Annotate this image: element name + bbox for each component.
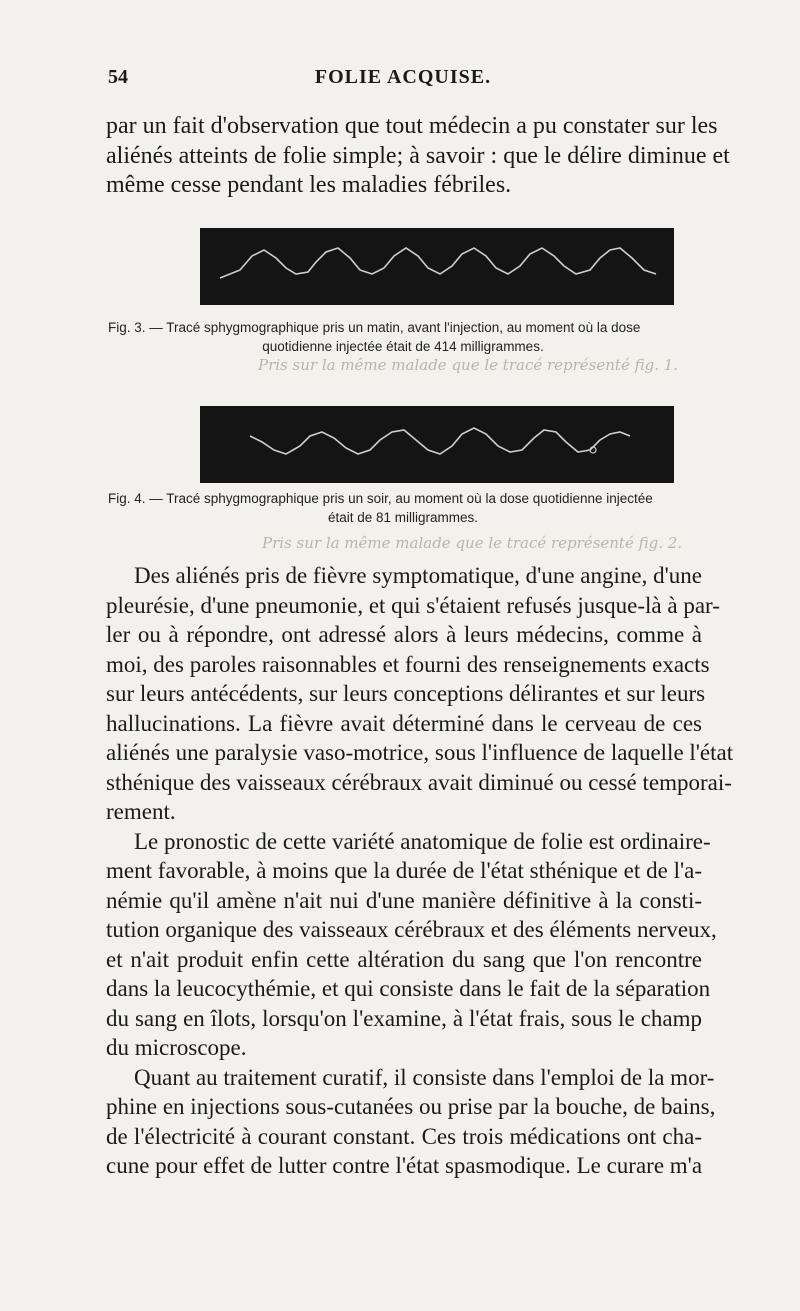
text-line: ler ou à répondre, ont adressé alors à leurs médecins, comme à <box>106 622 702 647</box>
caption-line: était de 81 milligrammes. <box>327 510 479 525</box>
figure-3-sphygmograph-trace <box>200 228 674 305</box>
pulse-wave-drawing <box>200 406 674 483</box>
text-line: dans la leucocythémie, et qui consiste dans le fait de la séparation <box>106 976 711 1001</box>
text-line: Des aliénés pris de fièvre symptomatique, d'une angine, d'une <box>134 563 702 588</box>
body-paragraphs <box>106 561 734 1181</box>
text-line: par un fait d'observation que tout médecin a pu constater sur les <box>106 113 718 139</box>
page-header <box>108 66 698 94</box>
figure-3-caption <box>108 318 698 356</box>
text-line: moi, des paroles raisonnables et fourni des renseignements exacts <box>106 651 710 677</box>
figure-4-caption <box>108 489 698 527</box>
caption-line: quotidienne injectée était de 414 milligrammes. <box>262 339 544 354</box>
text-line: Quant au traitement curatif, il consiste dans l'emploi de la mor- <box>134 1064 715 1090</box>
text-line: tution organique des vaisseaux cérébraux et des éléments nerveux, <box>106 917 717 942</box>
running-title: FOLIE ACQUISE. <box>314 66 492 88</box>
text-line: némie qu'il amène n'ait nui d'une manière définitive à la consti- <box>106 887 702 913</box>
caption-line: Fig. 3. — Tracé sphygmographique pris un matin, avant l'injection, au moment où la dose <box>108 320 641 335</box>
text-line: phine en injections sous-cutanées ou prise par la bouche, de bains, <box>106 1094 716 1119</box>
text-line: ment favorable, à moins que la durée de l'état sthénique et de l'a- <box>106 858 702 883</box>
text-line: aliénés une paralysie vaso-motrice, sous l'influence de laquelle l'état <box>106 740 734 765</box>
text-line: même cesse pendant les maladies fébriles. <box>106 172 512 198</box>
caption-line: Fig. 4. — Tracé sphygmographique pris un soir, au moment où la dose quotidienne injectée <box>108 491 653 506</box>
text-line: du sang en îlots, lorsqu'on l'examine, à l'état frais, sous le champ <box>106 1005 702 1031</box>
pulse-wave-drawing <box>200 228 674 305</box>
text-line: du microscope. <box>106 1035 247 1060</box>
text-line: et n'ait produit enfin cette altération du sang que l'on rencontre <box>106 946 702 972</box>
page-number: 54 <box>108 66 128 88</box>
text-line: sur leurs antécédents, sur leurs conceptions délirantes et sur leurs <box>106 681 706 706</box>
intro-paragraph <box>106 112 730 201</box>
text-line: hallucinations. La fièvre avait déterminé dans le cerveau de ces <box>106 710 702 736</box>
text-line: pleurésie, d'une pneumonie, et qui s'étaient refusés jusque-là à par- <box>106 592 720 618</box>
figure-4-sphygmograph-trace <box>200 406 674 483</box>
text-line: sthénique des vaisseaux cérébraux avait diminué ou cessé temporai- <box>106 769 732 795</box>
text-line: Le pronostic de cette variété anatomique de folie est ordinaire- <box>134 828 711 854</box>
pencil-annotation: Pris sur la même malade que le tracé représenté fig. 1. <box>258 356 679 374</box>
text-line: de l'électricité à courant constant. Ces trois médications ont cha- <box>106 1123 702 1149</box>
text-line: cune pour effet de lutter contre l'état spasmodique. Le curare m'a <box>106 1153 703 1178</box>
text-line: aliénés atteints de folie simple; à savoir : que le délire diminue et <box>106 142 730 169</box>
pencil-annotation: Pris sur la même malade que le tracé représenté fig. 2. <box>262 534 683 552</box>
text-line: rement. <box>106 799 176 824</box>
